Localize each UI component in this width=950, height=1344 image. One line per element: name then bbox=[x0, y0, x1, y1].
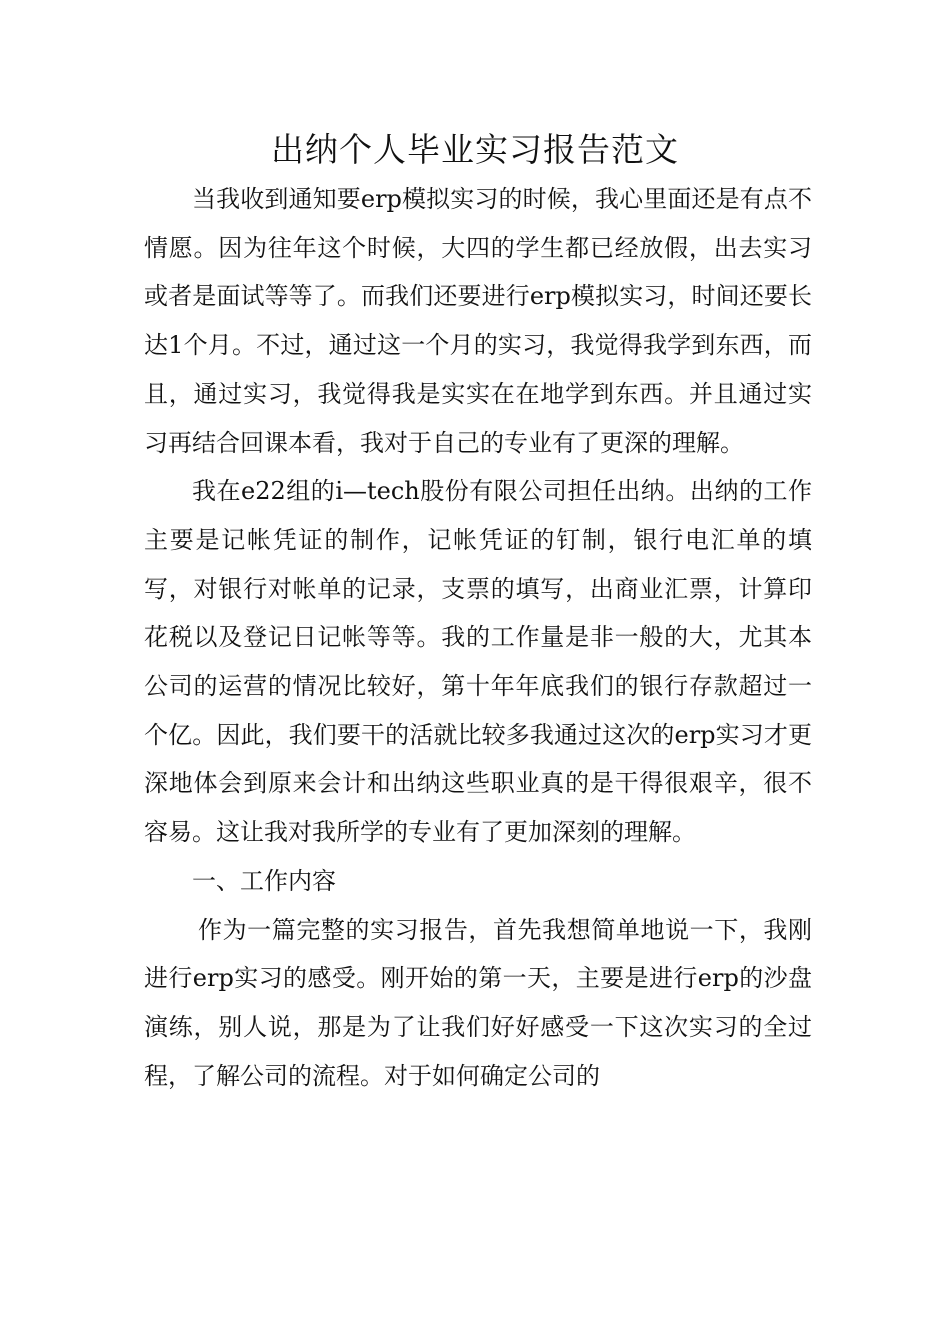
section-heading-work-content: 一、工作内容 bbox=[192, 866, 336, 895]
document-title: 出纳个人毕业实习报告范文 bbox=[271, 130, 679, 169]
paragraph-first-impression: 作为一篇完整的实习报告，首先我想简单地说一下，我刚进行erp实习的感受。刚开始的第一天，主要是进行erp的沙盘演练，别人说，那是为了让我们好好感受一下这次实习的全过程，了解公司的流程。对于如何确定公司的 bbox=[144, 915, 812, 1090]
paragraph-intro: 当我收到通知要erp模拟实习的时候，我心里面还是有点不情愿。因为往年这个时候，大四的学生都已经放假，出去实习或者是面试等等了。而我们还要进行erp模拟实习，时间还要长达1个月。不过，通过这一个月的实习，我觉得我学到东西，而且，通过实习，我觉得我是实实在在地学到东西。并且通过实习再结合回课本看，我对于自己的专业有了更深的理解。 bbox=[144, 185, 812, 457]
document-body bbox=[144, 175, 812, 1100]
paragraph-role: 我在e22组的i—tech股份有限公司担任出纳。出纳的工作主要是记帐凭证的制作，记帐凭证的钉制，银行电汇单的填写，对银行对帐单的记录，支票的填写，出商业汇票，计算印花税以及登记日记帐等等。我的工作量是非一般的大，尤其本公司的运营的情况比较好，第十年年底我们的银行存款超过一个亿。因此，我们要干的活就比较多我通过这次的erp实习才更深地体会到原来会计和出纳这些职业真的是干得很艰辛，很不容易。这让我对我所学的专业有了更加深刻的理解。 bbox=[144, 477, 812, 847]
